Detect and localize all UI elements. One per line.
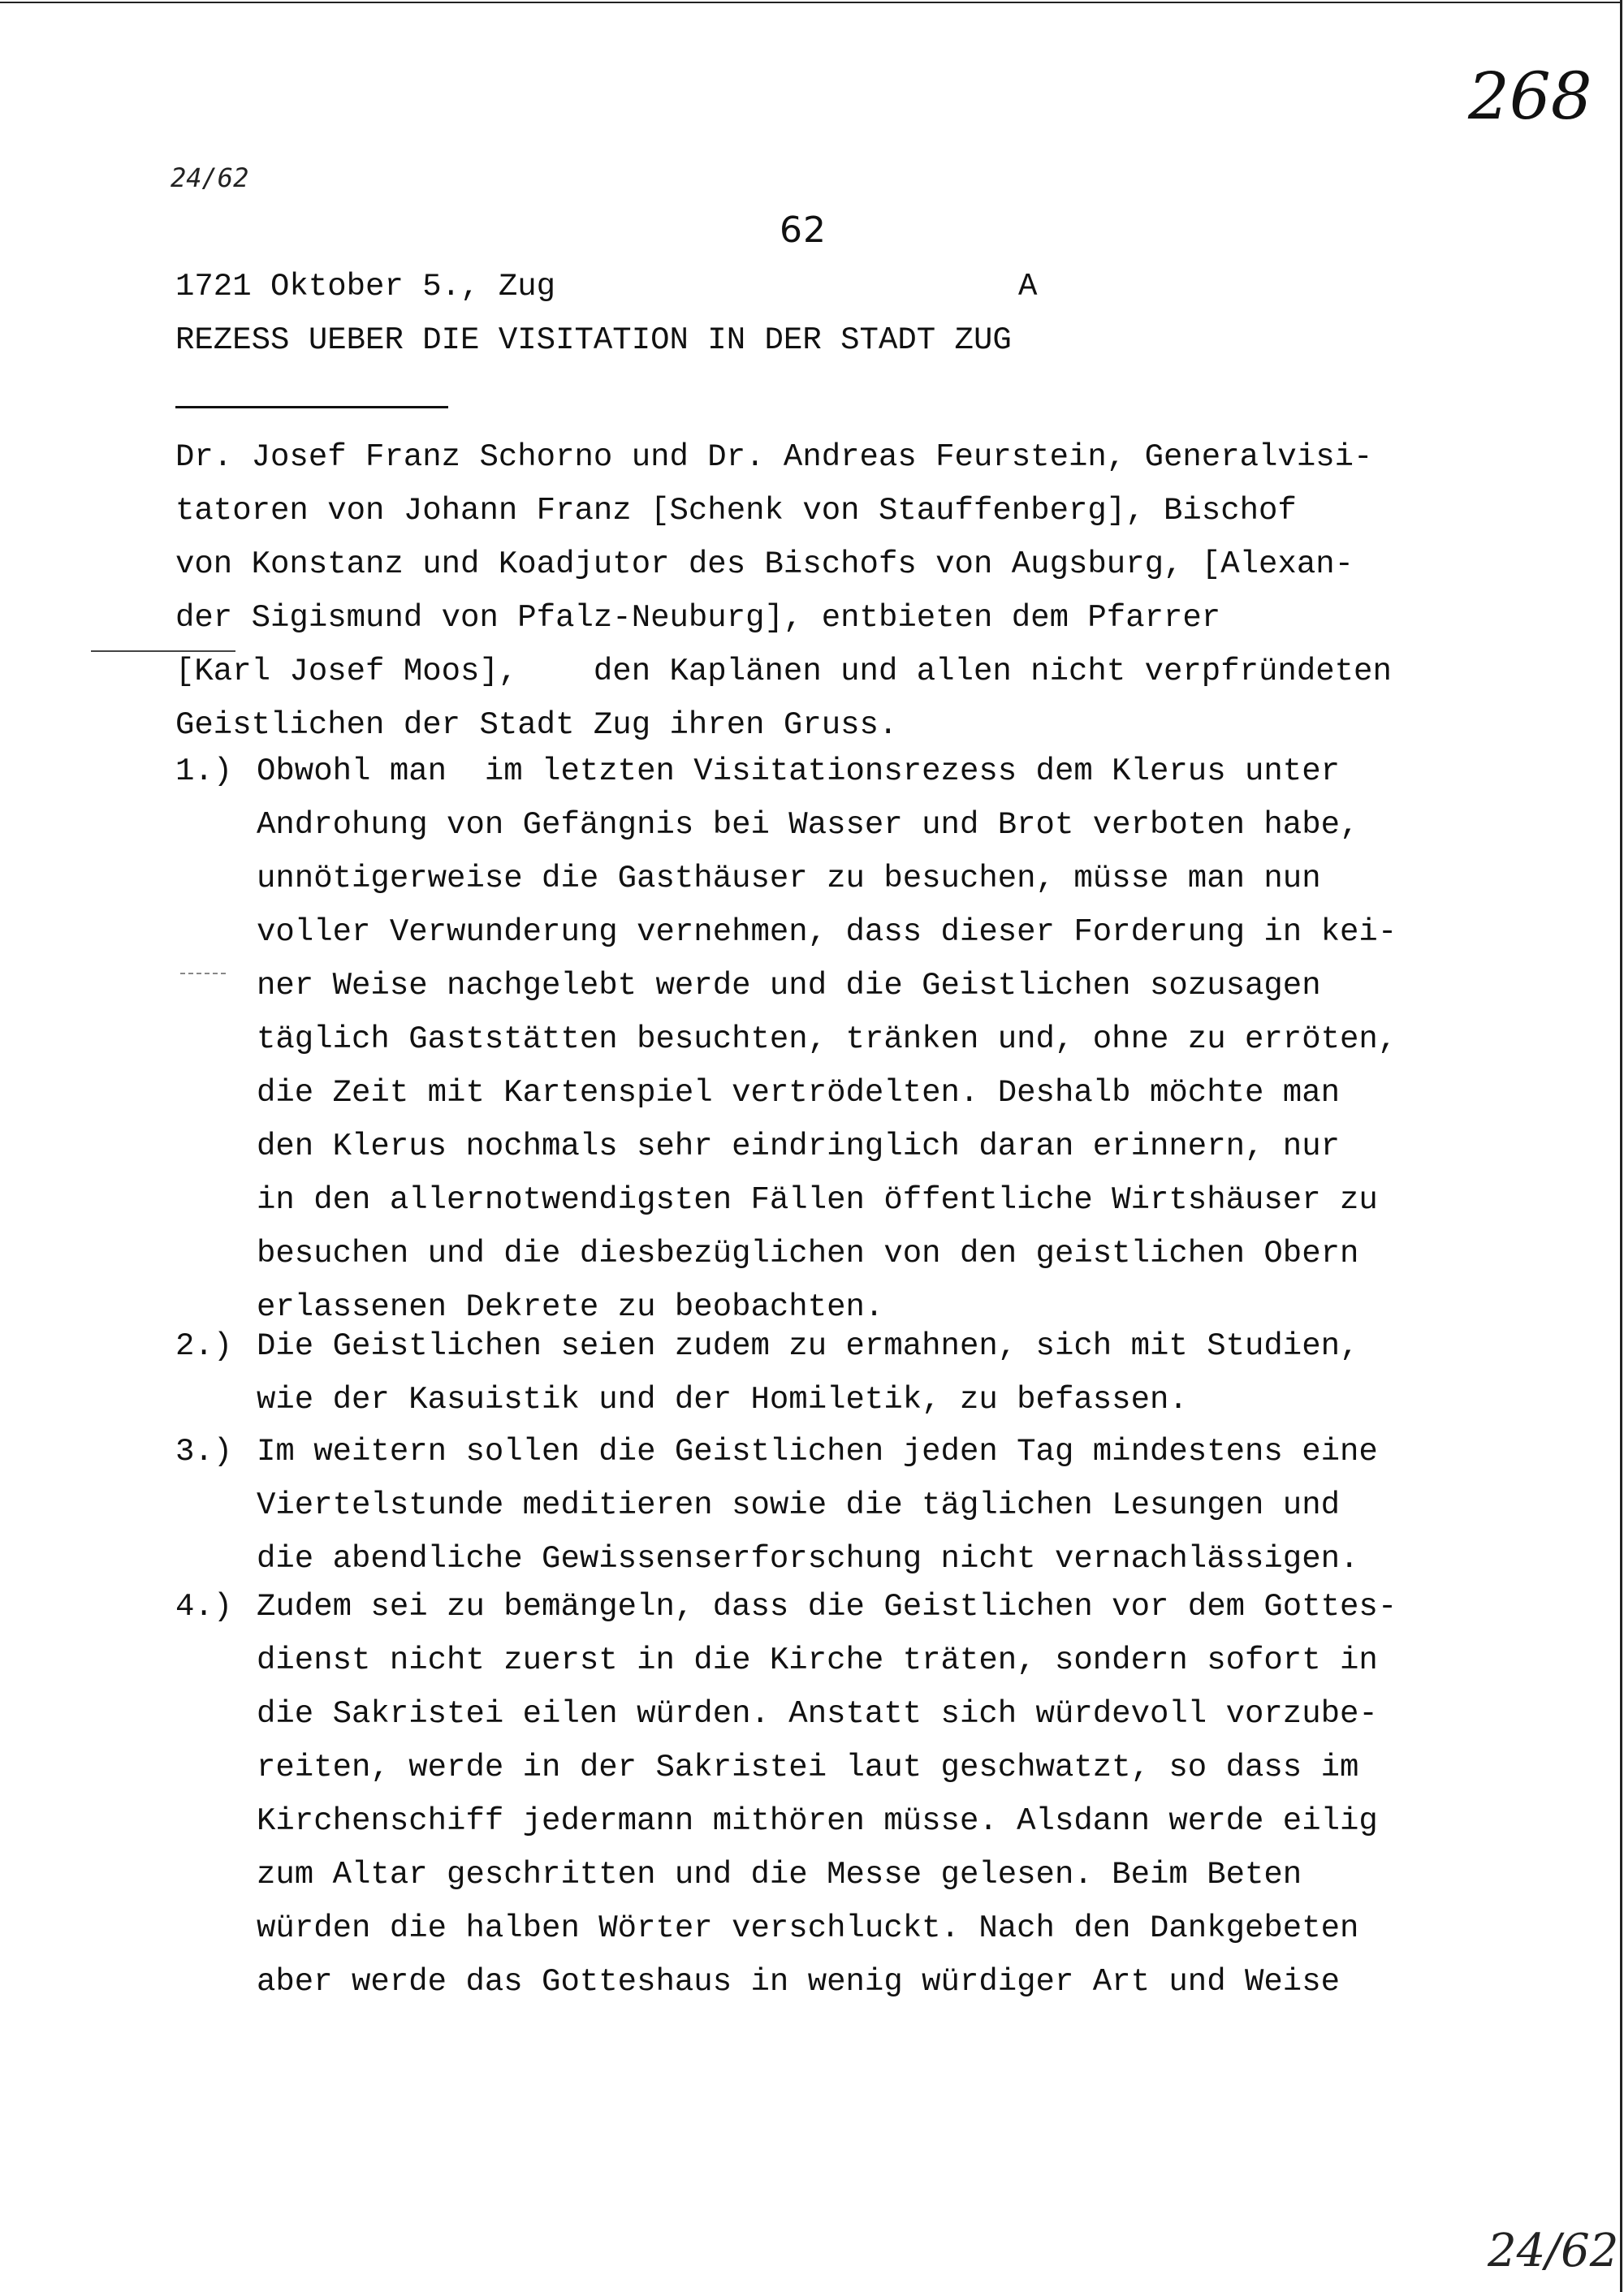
intro-line: der Sigismund von Pfalz-Neuburg], entbieten dem Pfarrer [175,600,1221,636]
item-line: Im weitern sollen die Geistlichen jeden Tag mindestens eine [257,1434,1378,1470]
item-line: dienst nicht zuerst in die Kirche träten, sondern sofort in [257,1642,1378,1678]
item-line: die Zeit mit Kartenspiel vertrödelten. Deshalb möchte man [257,1075,1341,1111]
date-place-line: 1721 Oktober 5., Zug [175,269,556,304]
document-title: REZESS UEBER DIE VISITATION IN DER STADT ZUG [175,322,1012,358]
item-line: den Klerus nochmals sehr eindringlich daran erinnern, nur [257,1129,1341,1164]
item-number: 1.) [175,753,233,789]
item-line: Die Geistlichen seien zudem zu ermahnen, sich mit Studien, [257,1328,1359,1364]
archive-reference: 24/62 [171,162,249,193]
title-underline-rule [175,406,448,408]
intro-line: tatoren von Johann Franz [Schenk von Stauffenberg], Bischof [175,493,1297,529]
item-line: Viertelstunde meditieren sowie die täglichen Lesungen und [257,1487,1341,1523]
margin-dash-mark [180,973,226,974]
handwritten-folio-number: 268 [1468,58,1592,134]
intro-line: Geistlichen der Stadt Zug ihren Gruss. [175,707,898,743]
document-number: 62 [780,209,827,251]
item-line: die abendliche Gewissenserforschung nicht vernachlässigen. [257,1541,1359,1577]
item-body [257,1425,1378,1586]
intro-line: Dr. Josef Franz Schorno und Dr. Andreas Feurstein, Generalvisi- [175,439,1373,475]
item-line: unnötigerweise die Gasthäuser zu besuchen, müsse man nun [257,861,1321,896]
item-body [257,1319,1358,1427]
scan-top-edge [0,2,1620,3]
item-line: in den allernotwendigsten Fällen öffentliche Wirtshäuser zu [257,1182,1378,1218]
item-body [257,745,1397,1334]
intro-line: [Karl Josef Moos], den Kaplänen und allen nicht verpfründeten [175,654,1392,689]
item-line: Kirchenschiff jedermann mithören müsse. Alsdann werde eilig [257,1803,1378,1839]
intro-line: von Konstanz und Koadjutor des Bischofs von Augsburg, [Alexan- [175,546,1354,582]
item-line: erlassenen Dekrete zu beobachten. [257,1289,884,1325]
item-line: die Sakristei eilen würden. Anstatt sich würdevoll vorzube- [257,1696,1378,1732]
item-line: täglich Gaststätten besuchten, tränken und, ohne zu erröten, [257,1021,1397,1057]
item-line: Zudem sei zu bemängeln, dass die Geistlichen vor dem Gottes- [257,1589,1397,1625]
item-line: ner Weise nachgelebt werde und die Geistlichen sozusagen [257,968,1321,1004]
document-type-letter: A [1018,269,1038,304]
item-body [257,1580,1397,2009]
item-number: 4.) [175,1589,233,1625]
item-line: reiten, werde in der Sakristei laut geschwatzt, so dass im [257,1750,1359,1785]
item-line: besuchen und die diesbezüglichen von den geistlichen Obern [257,1236,1359,1271]
handwritten-bottom-reference: 24/62 [1488,2225,1619,2277]
item-line: Obwohl man im letzten Visitationsrezess dem Klerus unter [257,753,1341,789]
scan-right-edge [1620,0,1622,2292]
item-line: wie der Kasuistik und der Homiletik, zu befassen. [257,1382,1188,1418]
item-line: voller Verwunderung vernehmen, dass dieser Forderung in kei- [257,914,1397,950]
item-line: zum Altar geschritten und die Messe gelesen. Beim Beten [257,1857,1302,1893]
item-line: Androhung von Gefängnis bei Wasser und Brot verboten habe, [257,807,1359,843]
item-number: 3.) [175,1434,233,1470]
item-number: 2.) [175,1328,233,1364]
intro-paragraph [175,430,1392,752]
item-line: würden die halben Wörter verschluckt. Nach den Dankgebeten [257,1910,1359,1946]
item-line: aber werde das Gotteshaus in wenig würdiger Art und Weise [257,1964,1341,2000]
